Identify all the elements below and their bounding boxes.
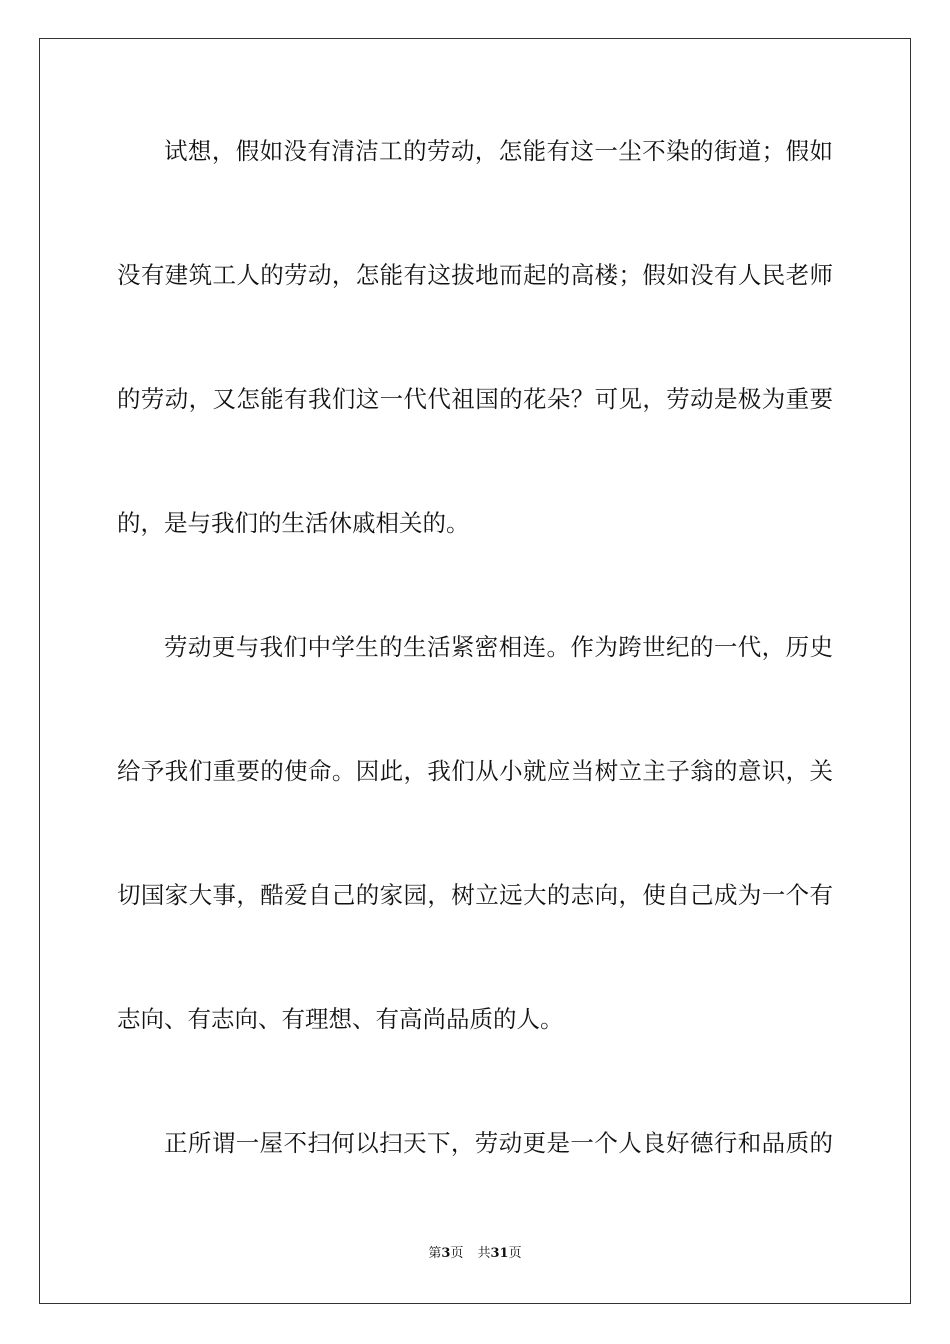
footer-total-suffix: 页: [508, 1246, 522, 1261]
paragraph-1-line-3: 的劳动，又怎能有我们这一代代祖国的花朵？可见，劳动是极为重要: [117, 385, 833, 413]
paragraph-3-line-1: 正所谓一屋不扫何以扫天下，劳动更是一个人良好德行和品质的: [164, 1129, 833, 1157]
footer-page-prefix: 第: [428, 1246, 442, 1261]
page-footer: [0, 1245, 950, 1263]
footer-page-suffix: 页: [450, 1246, 464, 1261]
footer-page-number: 3: [441, 1246, 451, 1261]
page-border: [39, 38, 911, 1304]
paragraph-1-line-1: 试想，假如没有清洁工的劳动，怎能有这一尘不染的街道；假如: [164, 137, 833, 165]
paragraph-2-line-4: 志向、有志向、有理想、有高尚品质的人。: [117, 1005, 564, 1033]
paragraph-2-line-3: 切国家大事，酷爱自己的家园，树立远大的志向，使自己成为一个有: [117, 881, 833, 909]
paragraph-1-line-4: 的，是与我们的生活休戚相关的。: [117, 509, 470, 537]
footer-total-prefix: 共: [477, 1246, 491, 1261]
footer-total-number: 31: [490, 1246, 509, 1261]
paragraph-2-line-2: 给予我们重要的使命。因此，我们从小就应当树立主子翁的意识，关: [117, 757, 833, 785]
paragraph-1-line-2: 没有建筑工人的劳动，怎能有这拔地而起的高楼；假如没有人民老师: [117, 261, 833, 289]
paragraph-2-line-1: 劳动更与我们中学生的生活紧密相连。作为跨世纪的一代，历史: [164, 633, 833, 661]
